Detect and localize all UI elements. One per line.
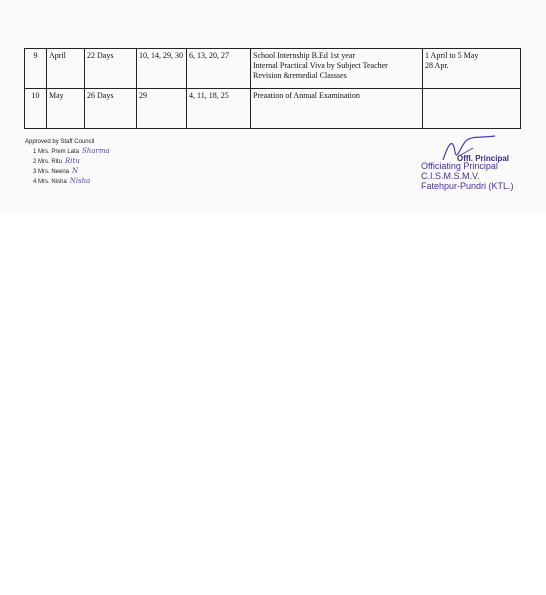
member-label: 4 Mrs. Nisha [33,179,67,185]
member-label: 2 Mrs. Ritu [33,159,63,165]
member-signature: Sharma [82,147,110,155]
activity-line: Internal Practical Viva by Subject Teacher [253,61,388,70]
council-member [25,157,110,167]
activity-line: Preaation of Annual Examination [253,91,360,100]
institution-name: C.I.S.M.S.M.V. [421,171,480,181]
serial-number-cell: 10 [25,89,47,129]
serial-number-cell: 9 [25,49,47,89]
table-row [25,49,521,89]
working-days-cell: 22 Days [85,49,137,89]
holidays-cell: 10, 14, 29, 30 [137,49,187,89]
signature-scribble-icon [439,134,499,164]
activity-line: School Internship B.Ed 1st year [253,51,355,60]
saturdays-cell: 6, 13, 20, 27 [187,49,251,89]
table-row [25,89,521,129]
member-signature: Nisha [69,177,91,185]
principal-title: Officiating Principal [421,161,498,171]
saturdays-cell: 4, 11, 18, 25 [187,89,251,129]
principal-signature-text: Offl. Principal [457,154,510,163]
activity-line: Revision &remedial Classses [253,71,347,80]
remark-line: 28 Apr. [425,61,449,70]
member-signature: N [72,167,79,175]
remarks-cell [423,49,521,89]
council-member [25,147,110,157]
month-cell: April [47,49,85,89]
member-signature: Ritu [65,157,80,165]
staff-council-approval [25,138,110,187]
remark-line: 1 April to 5 May [425,51,479,60]
member-label: 1 Mrs. Prem Lata [33,149,80,155]
academic-calendar-table [24,48,521,129]
month-cell: May [47,89,85,129]
activities-cell [251,49,423,89]
council-member [25,177,110,187]
institution-location: Fatehpur-Pundri (KTL.) [421,181,514,191]
activities-cell [251,89,423,129]
holidays-cell: 29 [137,89,187,129]
council-member [25,167,110,177]
principal-stamp [421,140,531,191]
approval-heading: Approved by Staff Council [25,139,95,145]
member-label: 3 Mrs. Neena [33,169,70,175]
remarks-cell [423,89,521,129]
working-days-cell: 26 Days [85,89,137,129]
